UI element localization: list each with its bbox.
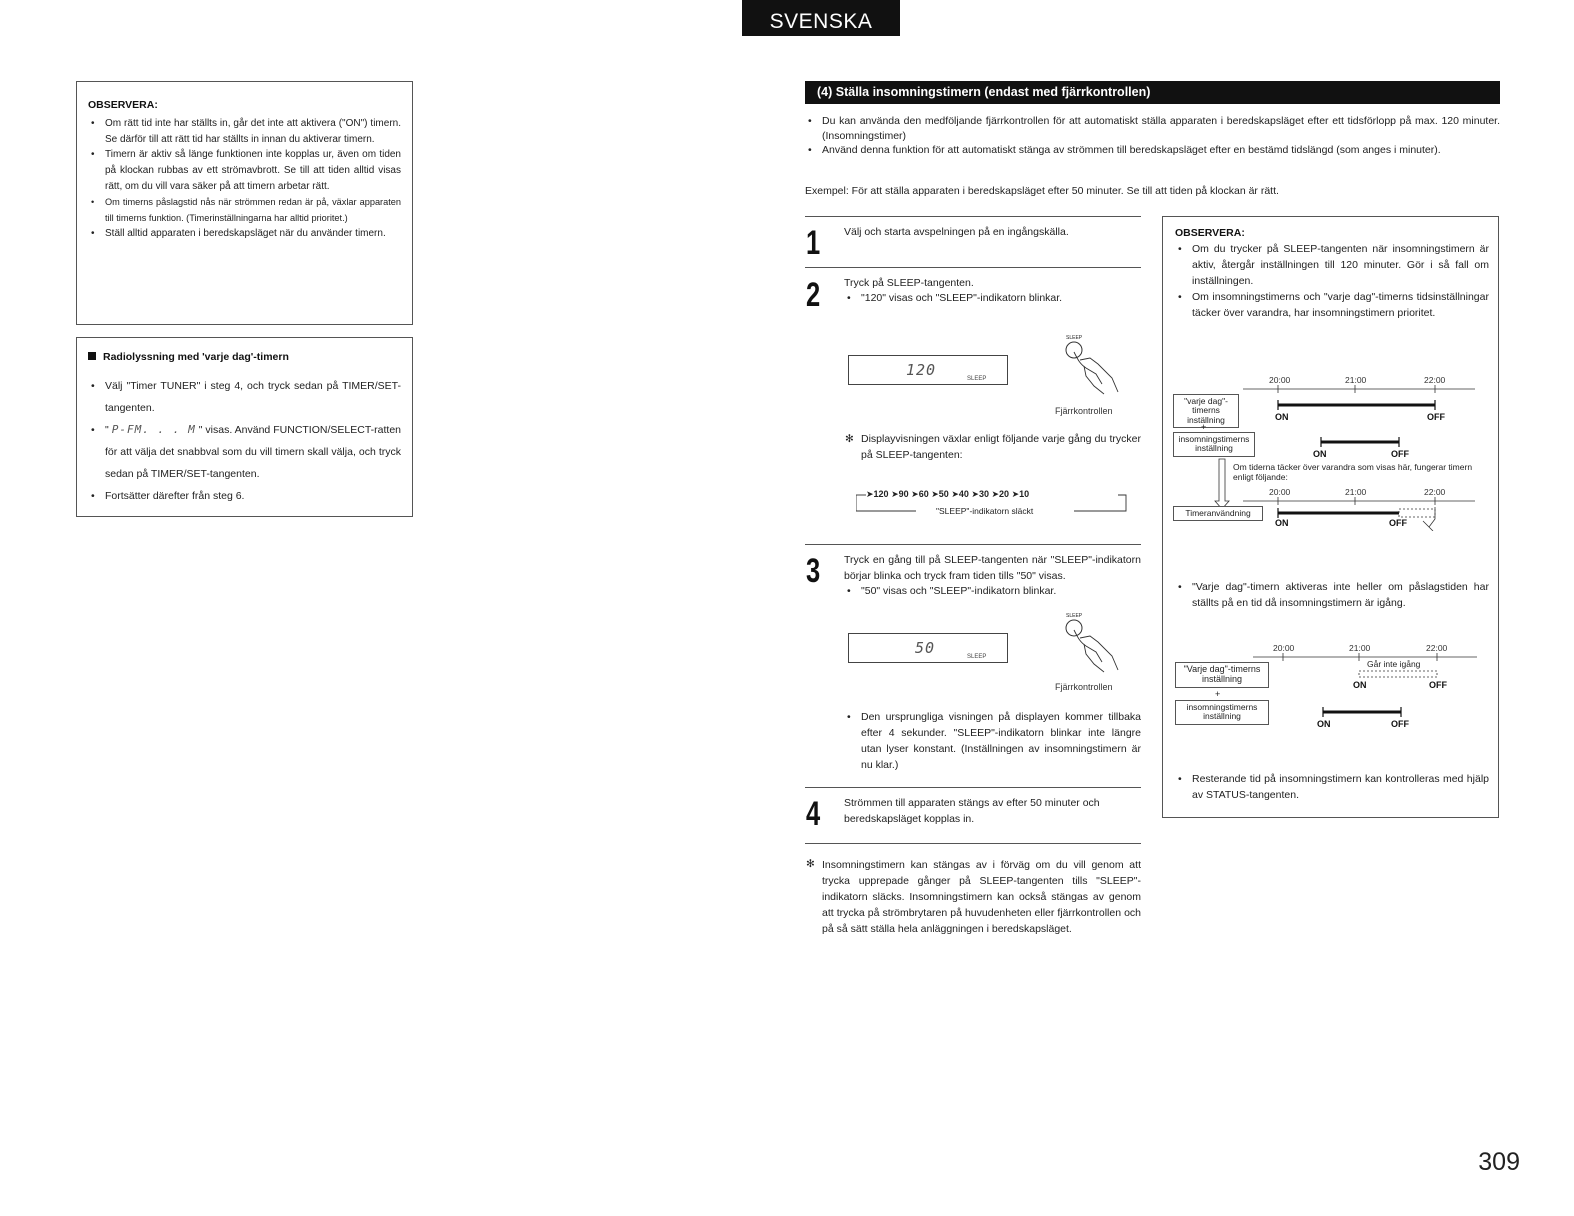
note-mark: ✻ — [845, 433, 854, 445]
step-divider — [805, 843, 1141, 844]
on-label: ON — [1275, 518, 1289, 528]
display-digits: 120 — [906, 361, 937, 379]
on-label: ON — [1353, 680, 1367, 690]
footnote: Insomningstimern kan stängas av i förväg om du vill genom att trycka upprepade gånger på SLEEP-tangenten tills "SLEEP"-indikatorn släcks. Insomningstimern kan också stängas av genom att trycka på strömbrytaren på huvudenheten eller fjärrkontrollen och på så sätt ställa hela anläggningen i beredskapsläget. — [822, 859, 1141, 935]
step4-text: Strömmen till apparaten stängs av efter 50 minuter och beredskapsläget kopplas in. — [844, 797, 1100, 825]
list-item — [88, 419, 401, 485]
sleep-sequence — [856, 488, 1128, 514]
sequence-caption: "SLEEP"-indikatorn släckt — [932, 505, 1037, 518]
time-label: 21:00 — [1345, 375, 1367, 385]
timeline-diagram-1 — [1171, 371, 1491, 531]
time-label: 21:00 — [1345, 487, 1367, 497]
square-bullet-icon — [88, 352, 96, 360]
on-label: ON — [1275, 412, 1289, 422]
time-label: 20:00 — [1269, 487, 1291, 497]
sequence-item: 90 — [898, 489, 909, 499]
step2-text: Tryck på SLEEP-tangenten. — [844, 277, 974, 289]
sequence-arrow-icon: ➤ — [931, 489, 939, 499]
plus-sign: + — [1201, 422, 1207, 432]
observera-box-left — [76, 81, 413, 325]
sequence-item: 120 — [873, 489, 889, 499]
remote-hand-icon — [1056, 334, 1126, 398]
list-item: • Resterande tid på insomningstimern kan kontrolleras med hjälp av STATUS-tangenten. — [1175, 771, 1489, 803]
time-label: 22:00 — [1424, 375, 1446, 385]
radio-title: Radiolyssning med 'varje dag'-timern — [103, 351, 289, 363]
off-label: OFF — [1429, 680, 1447, 690]
list-item: • Den ursprungliga visningen på displayen kommer tillbaka efter 4 sekunder. "SLEEP"-indikatorn blinkar inte längre utan lyser konstant. (Inställningen av insomningstimern är nu klar.) — [844, 709, 1141, 773]
timer-usage-label: Timeranvändning — [1173, 506, 1263, 521]
footnote-mark: ✻ — [806, 858, 815, 870]
on-label: ON — [1317, 719, 1331, 729]
step-number: 3 — [806, 552, 821, 590]
remote-caption: Fjärrkontrollen — [1055, 682, 1113, 692]
time-label: 22:00 — [1426, 643, 1448, 653]
step-divider — [805, 267, 1141, 268]
off-label: OFF — [1427, 412, 1445, 422]
quote-open: " — [105, 423, 109, 436]
list-item: • Om rätt tid inte har ställts in, går det inte att aktivera ("ON") timern. Se därför till att rätt tid har ställts in innan du aktiverar timern. — [88, 116, 401, 148]
example-text: Exempel: För att ställa apparaten i beredskapsläget efter 50 minuter. Se till att tiden på klockan är rätt. — [805, 185, 1279, 197]
list-item: • Timern är aktiv så länge funktionen inte kopplas ur, även om tiden på klockan rubbas av ett strömavbrott. Se till att tiden alltid visas rätt, om du vill vara säker på att timern arbetar rätt. — [88, 147, 401, 194]
time-label: 20:00 — [1273, 643, 1295, 653]
overlap-note: Om tiderna täcker över varandra som visas här, fungerar timern enligt följande: — [1233, 462, 1473, 482]
remote-hand-icon — [1056, 612, 1126, 676]
language-tab: SVENSKA — [742, 0, 900, 36]
list-item: • Ställ alltid apparaten i beredskapsläget när du använder timern. — [88, 226, 401, 242]
observera-box-right — [1162, 216, 1499, 818]
step1-text: Välj och starta avspelningen på en ingångskälla. — [844, 226, 1069, 238]
observera-title: OBSERVERA: — [88, 99, 158, 111]
step-number: 4 — [806, 795, 821, 833]
step-divider — [805, 544, 1141, 545]
list-item: • Om insomningstimerns och "varje dag"-timerns tidsinställningar täcker över varandra, har insomningstimern prioritet. — [1175, 289, 1489, 321]
list-item: • "Varje dag"-timern aktiveras inte heller om påslagstiden har ställts på en tid då insomningstimern är igång. — [1175, 579, 1489, 611]
off-label: OFF — [1391, 719, 1409, 729]
off-label: OFF — [1389, 518, 1407, 528]
sequence-item: 40 — [958, 489, 969, 499]
step-divider — [805, 216, 1141, 217]
list-item: • Om timerns påslagstid nås när strömmen redan är på, växlar apparaten till timerns funktion. (Timerinställningarna har alltid prioritet.) — [88, 195, 401, 227]
sequence-arrow-icon: ➤ — [971, 489, 979, 499]
display-digits: 50 — [915, 639, 936, 657]
sequence-values — [866, 488, 1029, 502]
step-divider — [805, 787, 1141, 788]
list-item: • "120" visas och "SLEEP"-indikatorn blinkar. — [844, 291, 1140, 307]
display-panel — [848, 355, 1008, 385]
off-label: OFF — [1391, 449, 1409, 459]
item2-text: " visas. Använd FUNCTION/SELECT-ratten för att välja det snabbval som du vill timern skall välja, och tryck sedan på TIMER/SET-tangenten. — [105, 423, 402, 480]
step-number: 1 — [806, 224, 821, 262]
radio-heading — [88, 350, 401, 366]
remote-caption: Fjärrkontrollen — [1055, 406, 1113, 416]
sequence-arrow-icon: ➤ — [1011, 489, 1020, 499]
observera-title: OBSERVERA: — [1175, 227, 1245, 239]
everyday-timer-label: "Varje dag"-timerns inställning — [1175, 662, 1269, 688]
sleep-timer-label: insomningstimerns inställning — [1173, 432, 1255, 457]
time-label: 21:00 — [1349, 643, 1371, 653]
sequence-item: 60 — [918, 489, 929, 499]
remote-button-label: SLEEP — [1066, 613, 1083, 619]
radio-box — [76, 337, 413, 517]
display-panel — [848, 633, 1008, 663]
sequence-arrow-icon: ➤ — [911, 489, 919, 499]
time-label: 22:00 — [1424, 487, 1446, 497]
sequence-arrow-icon: ➤ — [866, 489, 874, 499]
sequence-item: 20 — [999, 489, 1010, 499]
sleep-indicator: SLEEP — [967, 376, 987, 382]
everyday-timer-label: "varje dag"-timerns inställning — [1173, 394, 1239, 428]
plus-sign: + — [1215, 689, 1221, 699]
intro-list — [805, 114, 1500, 158]
list-item: • Om du trycker på SLEEP-tangenten när insomningstimern är aktiv, återgår inställningen till 120 minuter. Gör i så fall om inställningen. — [1175, 241, 1489, 289]
sequence-arrow-icon: ➤ — [951, 489, 959, 499]
sleep-indicator: SLEEP — [967, 654, 987, 660]
sleep-timer-label: insomningstimerns inställning — [1175, 700, 1269, 725]
list-item: • Du kan använda den medföljande fjärrkontrollen för att automatiskt ställa apparaten i beredskapsläget efter ett tidsförlopp på max. 120 minuter. (Insomningstimer) — [805, 114, 1500, 143]
list-item: • "50" visas och "SLEEP"-indikatorn blinkar. — [844, 584, 1141, 600]
list-item: • Välj "Timer TUNER" i steg 4, och tryck sedan på TIMER/SET-tangenten. — [88, 375, 401, 419]
on-label: ON — [1313, 449, 1327, 459]
timeline-diagram-2 — [1171, 641, 1491, 741]
page-number: 309 — [1478, 1148, 1520, 1176]
step-number: 2 — [806, 276, 821, 314]
remote-button-label: SLEEP — [1066, 335, 1083, 341]
not-running-label: Går inte igång — [1367, 659, 1421, 669]
time-label: 20:00 — [1269, 375, 1291, 385]
preset-display-text: P-FM. . . M — [111, 422, 196, 436]
list-item: • Använd denna funktion för att automatiskt stänga av strömmen till beredskapsläget efter en bestämd tidslängd (som anges i minuter). — [805, 143, 1500, 158]
sequence-item: 30 — [978, 489, 989, 499]
step3-text: Tryck en gång till på SLEEP-tangenten när "SLEEP"-indikatorn börjar blinka och tryck fram tiden tills "50" visas. — [844, 554, 1141, 582]
sequence-item: 10 — [1019, 489, 1030, 499]
sequence-item: 50 — [938, 489, 949, 499]
section-header: (4) Ställa insomningstimern (endast med fjärrkontrollen) — [805, 81, 1500, 104]
list-item: • Fortsätter därefter från steg 6. — [88, 485, 401, 507]
step2-note: Displayvisningen växlar enligt följande varje gång du trycker på SLEEP-tangenten: — [861, 433, 1141, 461]
sequence-arrow-icon: ➤ — [891, 489, 899, 499]
sequence-arrow-icon: ➤ — [991, 489, 1000, 499]
